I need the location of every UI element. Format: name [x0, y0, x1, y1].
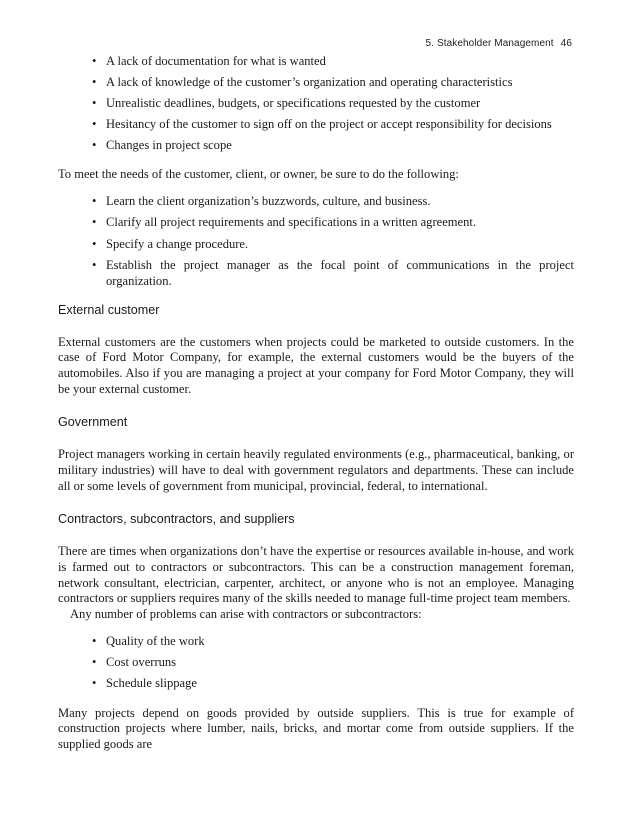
list-item: • Establish the project manager as the focal point of communications in the project organization.	[106, 258, 574, 290]
heading-contractors: Contractors, subcontractors, and suppliers	[58, 511, 295, 526]
chapter-title: 5. Stakeholder Management	[425, 38, 554, 49]
paragraph-government: Project managers working in certain heavily regulated environments (e.g., pharmaceutical, banking, or military industries) will have to deal with government regulators and departments. These can include all or some levels of government from municipal, provincial, federal, to international.	[58, 447, 574, 493]
body-text	[58, 54, 574, 753]
list-item: • Cost overruns	[106, 655, 574, 671]
list-item: • Unrealistic deadlines, budgets, or specifications requested by the customer	[106, 96, 574, 112]
list-item: • Schedule slippage	[106, 676, 574, 692]
heading-government: Government	[58, 415, 128, 430]
list-item: • Learn the client organization’s buzzwords, culture, and business.	[106, 194, 574, 210]
list-item: • A lack of knowledge of the customer’s organization and operating characteristics	[106, 75, 574, 91]
list-item: • Clarify all project requirements and specifications in a written agreement.	[106, 215, 574, 231]
paragraph-external-customer: External customers are the customers when projects could be marketed to outside customers. In the case of Ford Motor Company, for example, the external customers would be the buyers of the automobiles. Also if you are managing a project at your company for Ford Motor Company, they will be your external customer.	[58, 334, 574, 397]
contractor-problems-list	[58, 634, 574, 692]
list-item: • Specify a change procedure.	[106, 237, 574, 253]
customer-needs-list	[58, 194, 574, 289]
list-item: • Quality of the work	[106, 634, 574, 650]
list-item: • Changes in project scope	[106, 138, 574, 154]
customer-problems-list	[58, 54, 574, 154]
paragraph-meet-needs: To meet the needs of the customer, client, or owner, be sure to do the following:	[58, 167, 459, 182]
heading-external-customer: External customer	[58, 302, 160, 317]
list-item: • A lack of documentation for what is wanted	[106, 54, 574, 70]
list-item: • Hesitancy of the customer to sign off on the project or accept responsibility for decisions	[106, 117, 574, 133]
paragraph-suppliers: Many projects depend on goods provided by outside suppliers. This is true for example of construction projects where lumber, nails, bricks, and mortar come from outside suppliers. If the supplied goods are	[58, 705, 574, 752]
page-number: 46	[560, 38, 572, 49]
paragraph-contractors-intro: There are times when organizations don’t have the expertise or resources available in-house, and work is farmed out to contractors or subcontractors. This can be a construction management foreman, network consultant, electrician, carpenter, architect, or anyone who is not an employee. Managing contractors or suppliers requires many of the skills needed to manage full-time project team members.	[58, 543, 574, 606]
running-header	[426, 38, 572, 49]
paragraph-contractors-problems: Any number of problems can arise with contractors or subcontractors:	[70, 607, 422, 622]
